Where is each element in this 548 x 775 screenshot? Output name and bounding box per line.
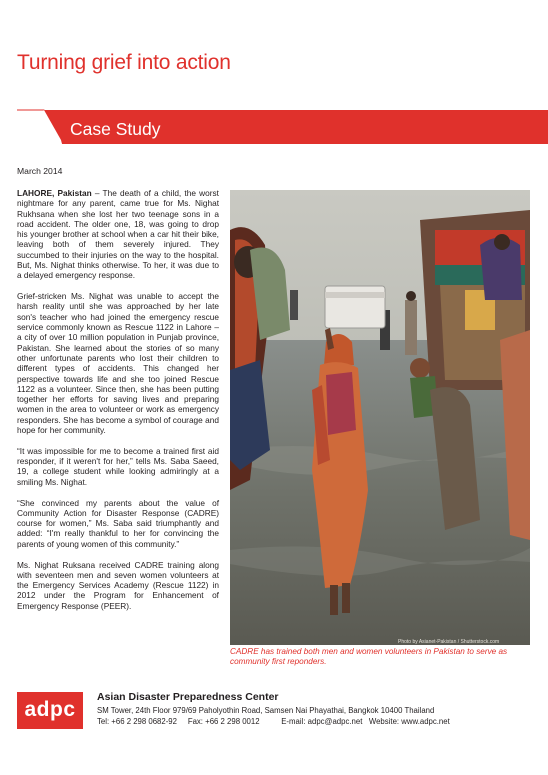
paragraph-2: Grief-stricken Ms. Nighat was unable to accept the harsh reality until she was approached by her late son's teacher who had joined the emergency rescue service commonly known as Rescue 1122 in Lahore – a city of over 10 million population in Punjab province, Pakistan. She learned about the stories of so many other unfortunate parents who lost their children to different types of accidents. This changed her perspective towards life and she too joined Rescue 1122 as a volunteer. Since then, she has been putting together her efforts for saving lives and preparing women in the area to volunteer or work as emergency responders. She has become a symbol of courage and hope for her community. [17,291,219,436]
flood-photo [230,190,530,645]
banner-label: Case Study [70,119,161,139]
date: March 2014 [17,166,63,176]
paragraph-4: “She convinced my parents about the value of Community Action for Disaster Response (CADRE) course for women,” Ms. Saba said triumphantly and added: “I'm really thankful to her for convincing the parents of young women of this community.” [17,497,219,549]
organization-contact: Tel: +66 2 298 0682-92 Fax: +66 2 298 0012 E-mail: adpc@adpc.net Website: www.adpc.net [97,717,450,726]
organization-name: Asian Disaster Preparedness Center [97,691,279,703]
dateline: LAHORE, Pakistan [17,188,92,198]
organization-address: SM Tower, 24th Floor 979/69 Paholyothin Road, Samsen Nai Phayathai, Bangkok 10400 Thailand [97,706,435,715]
paragraph-1 [17,188,219,281]
adpc-logo: adpc [17,692,83,729]
article-body [17,188,219,621]
photo-credit: Photo by Asianet-Pakistan / Shutterstock.com [398,639,500,645]
paragraph-5: Ms. Nighat Ruksana received CADRE training along with seventeen men and seven women volunteers at the Emergency Services Academy (Rescue 1122) in 2012 under the Program for Enhancement of Emergency Response (PEER). [17,559,219,611]
photo-caption: CADRE has trained both men and women volunteers in Pakistan to serve as community first reponders. [230,647,508,666]
paragraph-3: “It was impossible for me to become a trained first aid responder, if it weren't for her,” tells Ms. Saba Saeed, 19, a college student while looking admiringly at a smiling Ms. Nighat. [17,445,219,487]
page-title: Turning grief into action [17,51,231,74]
flood-photo-illustration [230,190,530,645]
paragraph-1-text: – The death of a child, the worst nightmare for any parent, came true for Ms. Nighat Rukhsana when she lost her two teenage sons in a road accident. The older one, 18, was going to drop his younger brother at school when a car hit their bike, leaving both of them severely injured. They succumbed to their injuries on the way to the hospital. But, Ms. Nighat thinks otherwise. To her, it was due to a delayed emergency response. [17,188,219,281]
